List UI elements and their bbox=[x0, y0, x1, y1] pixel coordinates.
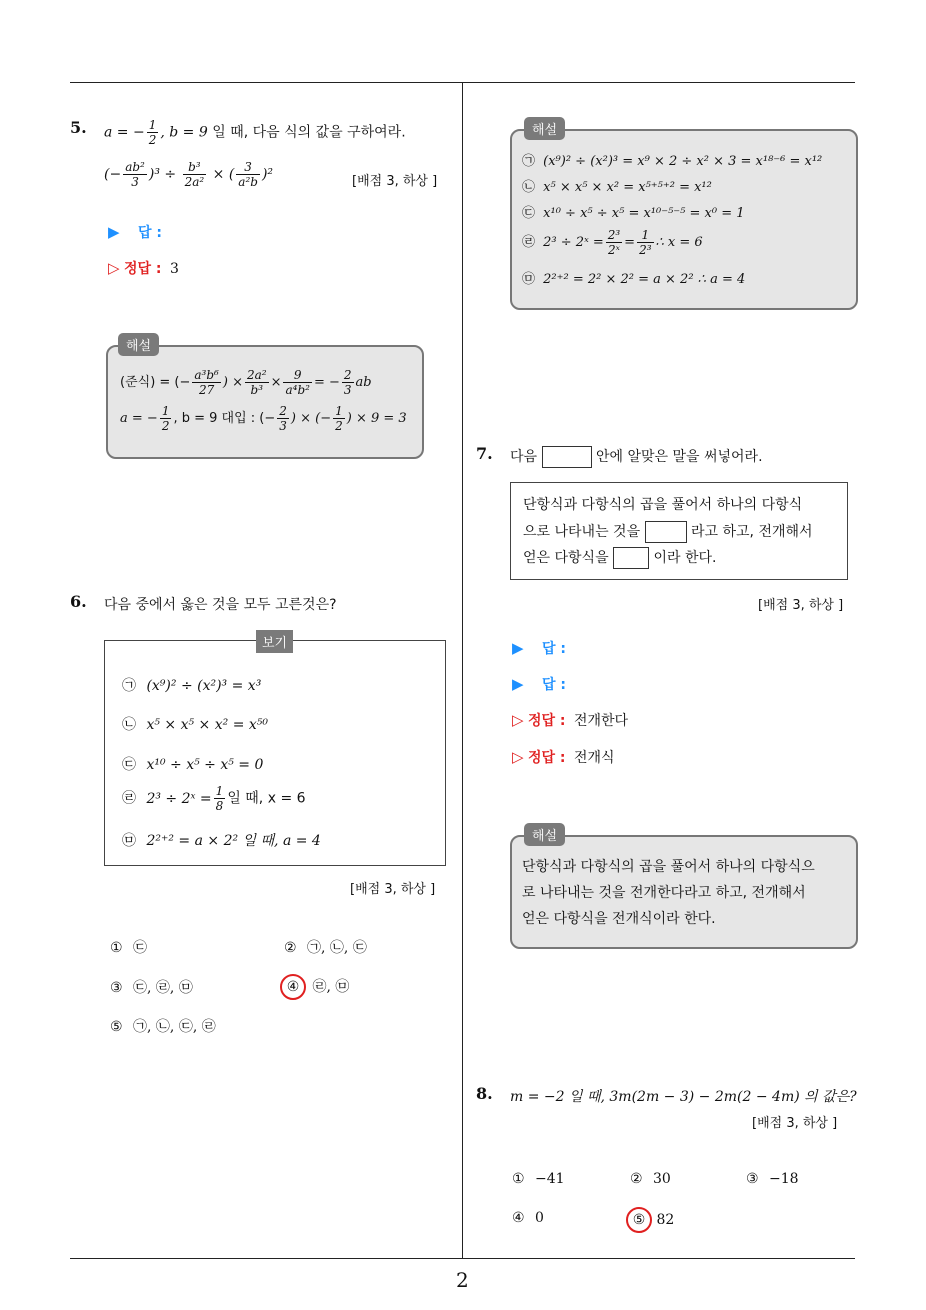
choice-number: ② bbox=[284, 940, 297, 956]
frac-num: 1 bbox=[335, 404, 343, 418]
choice-text: ㉣, ㉤ bbox=[312, 979, 350, 995]
frac-den: 2ˣ bbox=[607, 243, 620, 257]
choice-text: 0 bbox=[535, 1210, 544, 1226]
frac-den: 2 bbox=[335, 419, 343, 433]
frac-num: 3 bbox=[236, 160, 260, 175]
fill-text: 얻은 다항식을 bbox=[523, 550, 609, 566]
frac-num: 1 bbox=[148, 118, 157, 132]
outline-arrow-icon: ▷ bbox=[108, 259, 120, 277]
question-5-answer-row bbox=[108, 222, 162, 242]
question-6-prompt: 다음 중에서 옳은 것을 모두 고른것은? bbox=[104, 597, 337, 613]
bogi-fraction bbox=[214, 784, 226, 813]
frac-num: 2a² bbox=[246, 368, 267, 382]
bogi-item-3 bbox=[122, 754, 263, 774]
bottom-rule bbox=[70, 1258, 855, 1259]
fill-text: 라고 하고, 전개해서 bbox=[691, 524, 813, 540]
expr-fraction bbox=[277, 404, 289, 433]
frac-den: 2 bbox=[161, 419, 170, 433]
q5-cond-a: a = − bbox=[104, 124, 145, 141]
sol-mark: ㉣ bbox=[522, 235, 536, 250]
bogi-item-2 bbox=[122, 714, 268, 734]
blank-box bbox=[613, 547, 649, 569]
bogi-mark: ㉤ bbox=[122, 833, 136, 849]
fill-box-line-1: 단항식과 다항식의 곱을 풀어서 하나의 다항식 bbox=[523, 497, 803, 513]
bogi-text: 2²⁺² = a × 2² 일 때, a = 4 bbox=[146, 833, 321, 849]
bogi-text: 2³ ÷ 2ˣ = bbox=[146, 790, 212, 807]
expr-part: (준식) = (− bbox=[120, 375, 191, 390]
column-divider bbox=[462, 82, 463, 1258]
question-8-number: 8. bbox=[476, 1084, 493, 1103]
expr-part: ab bbox=[355, 375, 372, 390]
q8-choice-4[interactable] bbox=[512, 1210, 544, 1226]
sol-fraction bbox=[606, 228, 622, 257]
choice-text: ㉢ bbox=[133, 940, 148, 956]
expr-part: ) × (− bbox=[290, 411, 332, 426]
question-7-score: [배점 3, 하상 ] bbox=[758, 598, 844, 613]
play-arrow-icon: ▶ bbox=[512, 639, 524, 657]
fill-box-line-2 bbox=[523, 521, 813, 543]
question-8-score: [배점 3, 하상 ] bbox=[752, 1116, 838, 1131]
q6-choice-3[interactable] bbox=[110, 977, 193, 997]
frac-num: 2³ bbox=[607, 228, 621, 242]
question-7-correct-row-1 bbox=[512, 710, 628, 730]
bogi-text: 일 때, x = 6 bbox=[227, 790, 306, 807]
choice-text: ㉢, ㉣, ㉤ bbox=[133, 980, 193, 996]
sol-text: = bbox=[624, 235, 636, 250]
solution-6-line-4 bbox=[522, 228, 703, 257]
frac-den: 3 bbox=[279, 419, 287, 433]
sol-mark: ㉡ bbox=[522, 180, 536, 195]
frac-den: 3 bbox=[343, 383, 352, 397]
play-arrow-icon: ▶ bbox=[512, 675, 524, 693]
solution-5-line-2 bbox=[120, 404, 407, 433]
solution-7-line-3: 얻은 다항식을 전개식이라 한다. bbox=[522, 911, 716, 927]
choice-text: 30 bbox=[653, 1171, 671, 1187]
expr-fraction bbox=[283, 368, 311, 397]
sol-text: (x⁹)² ÷ (x²)³ = x⁹ × 2 ÷ x² × 3 = x¹⁸⁻⁶ = x¹² bbox=[543, 154, 823, 169]
expr-part: = − bbox=[313, 375, 340, 390]
expr-part: a = − bbox=[120, 411, 158, 426]
frac-den: 3 bbox=[131, 175, 139, 189]
question-5-correct-row bbox=[108, 258, 179, 278]
bogi-text: (x⁹)² ÷ (x²)³ = x³ bbox=[146, 678, 262, 694]
choice-number: ④ bbox=[286, 979, 300, 995]
expr-part: )² bbox=[261, 166, 274, 183]
solution-6-tag: 해설 bbox=[524, 117, 565, 140]
frac-den: a²b bbox=[238, 175, 258, 189]
question-7-fill-box bbox=[510, 482, 848, 580]
expr-part: × bbox=[270, 375, 282, 390]
solution-6-line-1 bbox=[522, 150, 822, 169]
sol-mark: ㉠ bbox=[522, 154, 536, 169]
sol-text: ∴ x = 6 bbox=[655, 235, 703, 250]
sol-text: x¹⁰ ÷ x⁵ ÷ x⁵ = x¹⁰⁻⁵⁻⁵ = x⁰ = 1 bbox=[543, 206, 745, 221]
q8-choice-2[interactable] bbox=[630, 1171, 671, 1187]
prompt-text: 안에 알맞은 말을 써넣어라. bbox=[595, 449, 763, 465]
question-5-number: 5. bbox=[70, 118, 87, 137]
choice-text: −41 bbox=[535, 1171, 565, 1187]
q5-cond-fraction bbox=[147, 118, 159, 147]
expr-fraction bbox=[123, 160, 147, 189]
question-5-score: [배점 3, 하상 ] bbox=[352, 174, 438, 189]
correct-value: 3 bbox=[169, 261, 179, 277]
question-7-correct-row-2 bbox=[512, 747, 615, 767]
bogi-mark: ㉡ bbox=[122, 717, 136, 733]
expr-part: ) × 9 = 3 bbox=[346, 411, 407, 426]
expr-fraction bbox=[183, 160, 207, 189]
question-6-number: 6. bbox=[70, 592, 87, 611]
expr-part: ) × bbox=[222, 375, 243, 390]
choice-number: ④ bbox=[512, 1210, 525, 1226]
choice-text: −18 bbox=[769, 1171, 799, 1187]
answer-label: 답 : bbox=[542, 677, 566, 693]
question-5-expression bbox=[104, 160, 273, 189]
solution-6-line-2 bbox=[522, 176, 712, 195]
sol-text: 2²⁺² = 2² × 2² = a × 2² ∴ a = 4 bbox=[543, 272, 746, 287]
frac-num: 2 bbox=[279, 404, 287, 418]
play-arrow-icon: ▶ bbox=[108, 223, 120, 241]
expr-part: , b = 9 대입 : (− bbox=[173, 411, 276, 426]
choice-number: ⑤ bbox=[110, 1019, 123, 1035]
fill-text: 이라 한다. bbox=[653, 550, 717, 566]
bogi-mark: ㉠ bbox=[122, 678, 136, 694]
expr-fraction bbox=[245, 368, 269, 397]
answer-label: 답 : bbox=[138, 225, 162, 241]
selected-answer-circle bbox=[626, 1207, 652, 1233]
expr-fraction bbox=[342, 368, 354, 397]
expr-fraction bbox=[192, 368, 220, 397]
frac-num: 2 bbox=[343, 368, 352, 382]
frac-num: 1 bbox=[161, 404, 170, 418]
correct-label: 정답 : bbox=[528, 750, 566, 766]
blank-box bbox=[645, 521, 687, 543]
expr-fraction bbox=[160, 404, 172, 433]
choice-number: ① bbox=[110, 940, 123, 956]
expr-part: × ( bbox=[212, 166, 235, 183]
blank-box bbox=[542, 446, 592, 468]
frac-den: a⁴b² bbox=[285, 383, 310, 397]
sol-mark: ㉢ bbox=[522, 206, 536, 221]
frac-den: 8 bbox=[215, 799, 224, 813]
fill-box-line-3 bbox=[523, 547, 717, 569]
bogi-item-5 bbox=[122, 830, 321, 850]
outline-arrow-icon: ▷ bbox=[512, 748, 524, 766]
frac-num: a³b⁶ bbox=[194, 368, 219, 382]
expr-fraction bbox=[236, 160, 260, 189]
question-7-answer-row-1 bbox=[512, 638, 566, 658]
frac-den: 2 bbox=[148, 133, 157, 147]
solution-6-line-5 bbox=[522, 268, 745, 287]
q8-choice-1[interactable] bbox=[512, 1171, 565, 1187]
question-8-prompt: m = −2 일 때, 3m(2m − 3) − 2m(2 − 4m) 의 값은? bbox=[510, 1089, 857, 1105]
bogi-tag: 보기 bbox=[256, 630, 293, 653]
q8-choice-5[interactable] bbox=[630, 1207, 674, 1233]
frac-num: 9 bbox=[283, 368, 311, 383]
sol-mark: ㉤ bbox=[522, 272, 536, 287]
solution-7-tag: 해설 bbox=[524, 823, 565, 846]
question-7-prompt bbox=[510, 446, 763, 468]
frac-den: 27 bbox=[198, 383, 215, 397]
solution-7-line-2: 로 나타내는 것을 전개한다라고 하고, 전개해서 bbox=[522, 885, 806, 901]
choice-number: ② bbox=[630, 1171, 643, 1187]
bogi-text: x⁵ × x⁵ × x² = x⁵⁰ bbox=[146, 717, 268, 733]
choice-text: 82 bbox=[656, 1212, 675, 1228]
bogi-mark: ㉣ bbox=[122, 790, 136, 807]
correct-value: 전개한다 bbox=[573, 713, 629, 729]
q8-choice-3[interactable] bbox=[746, 1171, 799, 1187]
sol-fraction bbox=[637, 228, 653, 257]
choice-number: ③ bbox=[746, 1171, 759, 1187]
choice-number: ⑤ bbox=[632, 1212, 646, 1228]
bogi-item-4 bbox=[122, 784, 306, 813]
q6-choice-4[interactable] bbox=[284, 974, 349, 1000]
q6-choice-1[interactable] bbox=[110, 937, 147, 957]
frac-num: 1 bbox=[215, 784, 224, 798]
solution-7-line-1: 단항식과 다항식의 곱을 풀어서 하나의 다항식으 bbox=[522, 859, 815, 875]
question-7-number: 7. bbox=[476, 444, 493, 463]
correct-label: 정답 : bbox=[528, 713, 566, 729]
frac-num: b³ bbox=[183, 160, 207, 175]
question-5-condition bbox=[104, 118, 406, 147]
solution-6-line-3 bbox=[522, 202, 745, 221]
outline-arrow-icon: ▷ bbox=[512, 711, 524, 729]
bogi-mark: ㉢ bbox=[122, 757, 136, 773]
expr-part: (− bbox=[104, 166, 122, 183]
page-number: 2 bbox=[456, 1268, 469, 1292]
frac-den: 2³ bbox=[639, 243, 652, 257]
question-6-score: [배점 3, 하상 ] bbox=[350, 882, 436, 897]
q6-choice-2[interactable] bbox=[284, 937, 367, 957]
choice-text: ㉠, ㉡, ㉢ bbox=[307, 940, 367, 956]
fill-text: 으로 나타내는 것을 bbox=[523, 524, 641, 540]
q5-cond-b: , b = 9 bbox=[160, 124, 208, 141]
frac-den: b³ bbox=[250, 383, 264, 397]
correct-value: 전개식 bbox=[573, 750, 615, 766]
q5-prompt: 일 때, 다음 식의 값을 구하여라. bbox=[212, 124, 406, 141]
choice-text: ㉠, ㉡, ㉢, ㉣ bbox=[133, 1019, 216, 1035]
frac-num: 1 bbox=[637, 228, 653, 243]
selected-answer-circle bbox=[280, 974, 306, 1000]
choice-number: ① bbox=[512, 1171, 525, 1187]
bogi-text: x¹⁰ ÷ x⁵ ÷ x⁵ = 0 bbox=[146, 757, 264, 773]
expr-part: )³ ÷ bbox=[148, 166, 177, 183]
expr-fraction bbox=[333, 404, 345, 433]
frac-num: ab² bbox=[125, 160, 145, 174]
sol-text: 2³ ÷ 2ˣ = bbox=[543, 235, 604, 250]
sol-text: x⁵ × x⁵ × x² = x⁵⁺⁵⁺² = x¹² bbox=[543, 180, 712, 195]
q6-choice-5[interactable] bbox=[110, 1016, 216, 1036]
prompt-text: 다음 bbox=[510, 449, 538, 465]
correct-label: 정답 : bbox=[124, 261, 162, 277]
answer-label: 답 : bbox=[542, 641, 566, 657]
solution-5-tag: 해설 bbox=[118, 333, 159, 356]
solution-5-box bbox=[106, 345, 424, 459]
bogi-item-1 bbox=[122, 675, 261, 695]
choice-number: ③ bbox=[110, 980, 123, 996]
question-7-answer-row-2 bbox=[512, 674, 566, 694]
solution-5-line-1 bbox=[120, 368, 372, 397]
frac-den: 2a² bbox=[184, 175, 205, 189]
